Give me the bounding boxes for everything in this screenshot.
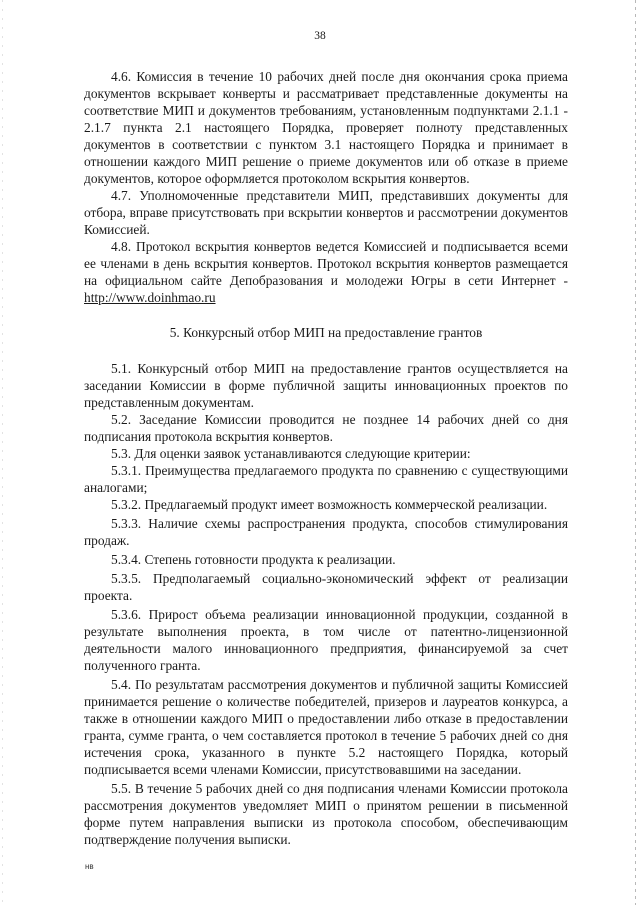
paragraph-5-3-2: 5.3.2. Предлагаемый продукт имеет возможность коммерческой реализации.	[111, 497, 548, 512]
paragraph-5-3-1: 5.3.1. Преимущества предлагаемого продукта по сравнению с существующими аналогами;	[84, 463, 568, 495]
scan-edge-right	[635, 0, 636, 905]
page-number: 38	[314, 30, 326, 42]
paragraph-4-8-text: 4.8. Протокол вскрытия конвертов ведется Комиссией и подписывается всеми ее членами в день вскрытия конвертов. Протокол вскрытия конвертов размещается на официальном сайте Депобразования и молодежи Югры в сети Интернет -	[84, 239, 568, 288]
paragraph-5-3: 5.3. Для оценки заявок устанавливаются следующие критерии:	[111, 446, 471, 461]
paragraph-4-6: 4.6. Комиссия в течение 10 рабочих дней после дня окончания срока приема документов вскрывает конверты и рассматривает представленные документы на соответствие МИП и документов требованиям, установленным подпунктами 2.1.1 - 2.1.7 пункта 2.1 настоящего Порядка, проверяет полноту представленных документов в соответствии с пунктом 3.1 настоящего Порядка и принимает в отношении каждого МИП решение о приеме документов или об отказе в приеме документов, которое оформляется протоколом вскрытия конвертов.	[84, 69, 568, 186]
document-body	[84, 68, 568, 848]
paragraph-5-2: 5.2. Заседание Комиссии проводится не позднее 14 рабочих дней со дня подписания протокола вскрытия конвертов.	[84, 412, 568, 444]
paragraph-5-5: 5.5. В течение 5 рабочих дней со дня подписания членами Комиссии протокола рассмотрения документов уведомляет МИП о принятом решении в письменной форме путем направления выписки из протокола способом, обеспечивающим подтверждение получения выписки.	[84, 781, 568, 847]
website-link[interactable]: http://www.doinhmao.ru	[84, 290, 216, 305]
paragraph-5-3-6: 5.3.6. Прирост объема реализации инновационной продукции, созданной в результате выполнения проекта, в том числе от патентно-лицензионной деятельности малого инновационного предприятия, финансируемой за счет полученного гранта.	[84, 607, 568, 673]
paragraph-4-7: 4.7. Уполномоченные представители МИП, представивших документы для отбора, вправе присутствовать при вскрытии конвертов и рассмотрении документов Комиссией.	[84, 188, 568, 237]
paragraph-4-8	[84, 238, 568, 306]
paragraph-5-1: 5.1. Конкурсный отбор МИП на предоставление грантов осуществляется на заседании Комиссии в форме публичной защиты инновационных проектов по представленным документам.	[84, 361, 568, 410]
paragraph-5-3-3: 5.3.3. Наличие схемы распространения продукта, способов стимулирования продаж.	[84, 516, 568, 548]
footer-mark: нв	[85, 862, 94, 871]
section-5-title: 5. Конкурсный отбор МИП на предоставление грантов	[169, 325, 483, 340]
paragraph-5-3-4: 5.3.4. Степень готовности продукта к реализации.	[111, 552, 396, 567]
paragraph-5-4: 5.4. По результатам рассмотрения документов и публичной защиты Комиссией принимается решение о количестве победителей, призеров и лауреатов конкурса, а также в отношении каждого МИП о предоставлении либо отказе в предоставлении гранта, сумме гранта, о чем составляется протокол в течение 5 рабочих дней со дня истечения срока, указанного в пункте 5.2 настоящего Порядка, который подписывается всеми членами Комиссии, присутствовавшими на заседании.	[84, 677, 568, 777]
scan-edge-left	[2, 0, 3, 905]
paragraph-5-3-5: 5.3.5. Предполагаемый социально-экономический эффект от реализации проекта.	[84, 571, 568, 603]
